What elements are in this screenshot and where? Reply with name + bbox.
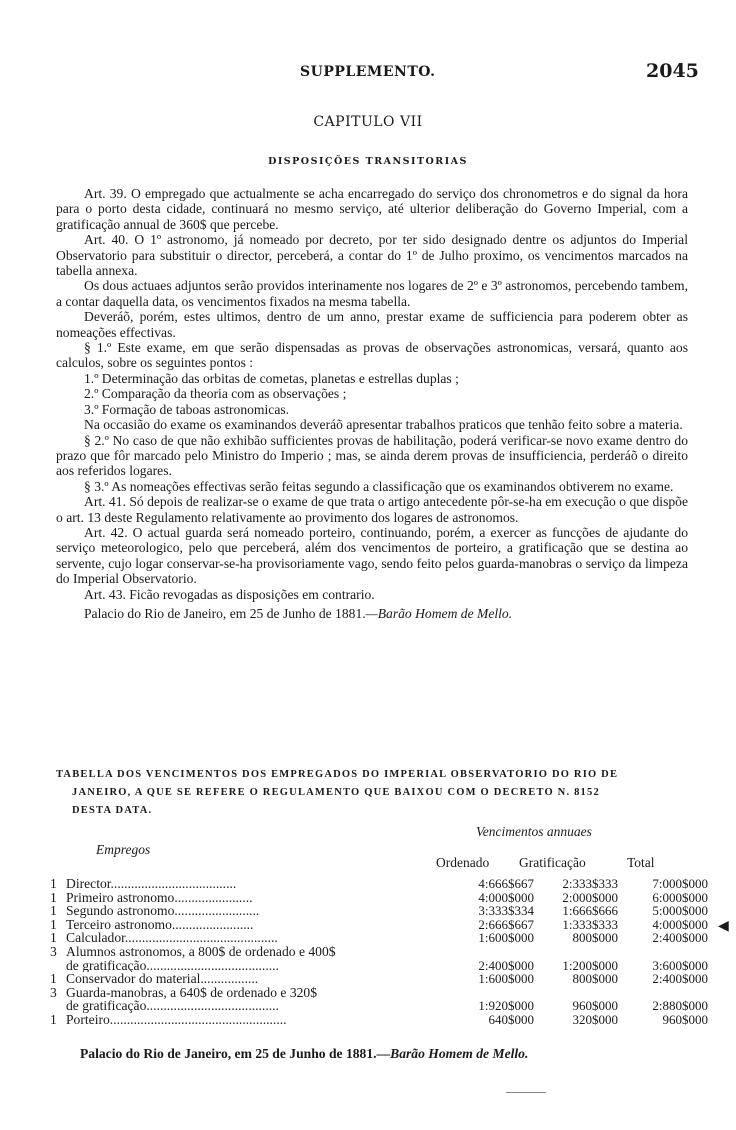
paragraph: 2.º Comparação da theoria com as observações ;: [84, 386, 347, 402]
table-title-line: JANEIRO, A QUE SE REFERE O REGULAMENTO QUE BAIXOU COM O DECRETO N. 8152: [72, 787, 600, 798]
table-row: [50, 876, 708, 891]
table-signature-line: [80, 1046, 528, 1062]
margin-arrow-icon: ◀: [718, 918, 729, 934]
row-ordenado: 1:600$000: [478, 930, 534, 946]
paragraph: § 2.º No caso de que não exhibão sufficientes provas de habilitação, poderá verificar-se novo exame dentro do prazo que fôr marcado pelo Ministro do Imperio ; mas, se ainda derem provas de insufficiencia, perderáõ o direito aos referidos logares.: [56, 432, 688, 479]
signature-line: [56, 606, 688, 621]
row-gratificacao: 1:333$333: [562, 916, 618, 932]
table-row: [50, 1011, 708, 1027]
row-description: [66, 986, 464, 1013]
row-description: Calculador.............................................: [66, 931, 278, 945]
row-quantity: 1: [50, 930, 57, 946]
row-quantity: 1: [50, 916, 57, 932]
chapter-subtitle: DISPOSIÇÕES TRANSITORIAS: [268, 156, 468, 167]
running-header: SUPPLEMENTO.: [300, 64, 436, 80]
column-header-ordenado: Ordenado: [436, 855, 490, 870]
row-gratificacao: 1:666$666: [562, 903, 618, 919]
row-description: Porteiro....................................................: [66, 1012, 287, 1027]
row-total: 2:400$000: [652, 930, 708, 946]
paragraph: Art. 40. O 1º astronomo, já nomeado por decreto, por ter sido designado dentre os adjuntos do Imperial Observatorio para substituir o director, perceberá, a contar do 1º de Julho proximo, os vencimentos marcados na tabella annexa.: [56, 232, 688, 279]
row-ordenado: 4:666$667: [478, 876, 534, 891]
paragraph: Deveráõ, porém, estes ultimos, dentro de um anno, prestar exame de sufficiencia para poderem obter as nomeações effectivas.: [56, 309, 688, 340]
row-ordenado: 1:920$000: [478, 998, 534, 1014]
row-quantity: 1: [50, 876, 57, 891]
table-title: [56, 766, 688, 820]
row-description: Primeiro astronomo.......................: [66, 890, 253, 905]
row-total: 960$000: [662, 1011, 708, 1027]
table-title-line: TABELLA DOS VENCIMENTOS DOS EMPREGADOS DO IMPERIAL OBSERVATORIO DO RIO DE: [56, 769, 619, 780]
paragraph: Art. 42. O actual guarda será nomeado porteiro, continuando, porém, a exercer as funcções de ajudante do serviço meteorologico, pelo que perceberá, além dos vencimentos de porteiro, a gratificação que se destina ao servente, cujo logar conservar-se-ha provisoriamente vago, sendo feito pelos guarda-manobras o serviço da limpeza do Imperial Observatorio.: [56, 524, 688, 587]
table-row: [50, 971, 708, 987]
paragraph: 1.º Determinação das orbitas de cometas, planetas e estrellas duplas ;: [84, 370, 459, 386]
row-ordenado: 3:333$334: [478, 903, 534, 919]
table-row: [50, 930, 708, 946]
paragraph: Os dous actuaes adjuntos serão providos interinamente nos logares de 2º e 3º astronomos, percebendo tambem, a contar daquella data, os vencimentos fixados na mesma tabella.: [56, 278, 688, 309]
row-quantity: 1: [50, 971, 57, 987]
row-quantity: 1: [50, 903, 57, 919]
column-header-total: Total: [627, 855, 655, 870]
row-total: 5:000$000: [652, 903, 708, 919]
column-header-gratificacao: Gratificação: [519, 855, 586, 870]
row-total: 3:600$000: [652, 957, 708, 973]
row-description: Segundo astronomo.........................: [66, 904, 260, 918]
paragraph: Art. 41. Só depois de realizar-se o exame de que trata o artigo antecedente pôr-se-ha em execução o que dispõe o art. 13 deste Regulamento relativamente ao provimento dos logares de astronomos.: [56, 494, 688, 525]
row-gratificacao: 1:200$000: [562, 957, 618, 973]
chapter-title: CAPITULO VII: [313, 114, 423, 130]
row-total: 7:000$000: [652, 876, 708, 891]
row-description-line: de gratificação.......................................: [66, 957, 279, 973]
row-ordenado: 2:400$000: [478, 957, 534, 973]
row-total: 2:880$000: [652, 998, 708, 1014]
row-gratificacao: 2:000$000: [562, 889, 618, 905]
row-quantity: 1: [50, 889, 57, 905]
table-row: [50, 916, 708, 932]
row-description: Director.....................................: [66, 877, 237, 891]
signature-name: —Barão Homem de Mello.: [376, 1046, 529, 1061]
table-title-line: DESTA DATA.: [72, 805, 153, 816]
page-number: 2045: [646, 60, 699, 82]
signature-place-date: Palacio do Rio de Janeiro, em 25 de Junho de 1881.: [80, 1046, 377, 1061]
row-description: Terceiro astronomo........................: [66, 917, 254, 932]
row-ordenado: 2:666$667: [478, 916, 534, 932]
body-text: [56, 186, 688, 621]
row-gratificacao: 800$000: [572, 930, 618, 946]
bottom-rule: [506, 1092, 546, 1093]
paragraph: Na occasião do exame os examinandos deveráõ apresentar trabalhos praticos que tenhão feito sobre a materia.: [84, 417, 683, 433]
row-gratificacao: 800$000: [572, 971, 618, 987]
row-ordenado: 640$000: [488, 1011, 534, 1027]
vencimentos-heading: Vencimentos annuaes: [476, 824, 592, 839]
table-row: [50, 984, 708, 1014]
signature-name: —Barão Homem de Mello.: [365, 605, 513, 621]
table-row: [50, 943, 708, 973]
table-row: [50, 903, 708, 919]
empregos-heading: Empregos: [96, 842, 151, 857]
signature-place-date: Palacio do Rio de Janeiro, em 25 de Junho de 1881.: [84, 605, 366, 621]
row-description-line: de gratificação.......................................: [66, 998, 279, 1013]
row-description: Conservador do material.................: [66, 972, 259, 986]
row-quantity: 3: [50, 984, 57, 1000]
row-ordenado: 4:000$000: [478, 889, 534, 905]
paragraph: Art. 39. O empregado que actualmente se acha encarregado do serviço dos chronometros e do signal da hora para o porto desta cidade, continuará no mesmo serviço, até ulterior deliberação do Governo Imperial, com a gratificação annual de 360$ que percebe.: [56, 186, 688, 232]
row-total: 6:000$000: [652, 889, 708, 905]
row-description: [66, 945, 464, 972]
row-gratificacao: 2:333$333: [562, 876, 618, 891]
row-description-line: Guarda-manobras, a 640$ de ordenado e 320$: [66, 985, 318, 1000]
paragraph: § 1.º Este exame, em que serão dispensadas as provas de observações astronomicas, versará, quanto aos calculos, sobre os seguintes pontos :: [56, 340, 688, 371]
row-total: 4:000$000: [652, 916, 708, 932]
paragraph: § 3.º As nomeações effectivas serão feitas segundo a classificação que os examinandos obtiverem no exame.: [84, 478, 674, 494]
row-description-line: Alumnos astronomos, a 800$ de ordenado e 400$: [66, 944, 336, 959]
row-quantity: 1: [50, 1011, 57, 1027]
salary-table: [50, 876, 708, 1027]
row-quantity: 3: [50, 943, 57, 959]
row-gratificacao: 960$000: [572, 998, 618, 1014]
row-gratificacao: 320$000: [572, 1011, 618, 1027]
paragraph: Art. 43. Ficão revogadas as disposições em contrario.: [84, 586, 375, 602]
paragraph: 3.º Formação de taboas astronomicas.: [84, 401, 290, 417]
row-total: 2:400$000: [652, 971, 708, 987]
row-ordenado: 1:600$000: [478, 971, 534, 987]
table-row: [50, 889, 708, 905]
